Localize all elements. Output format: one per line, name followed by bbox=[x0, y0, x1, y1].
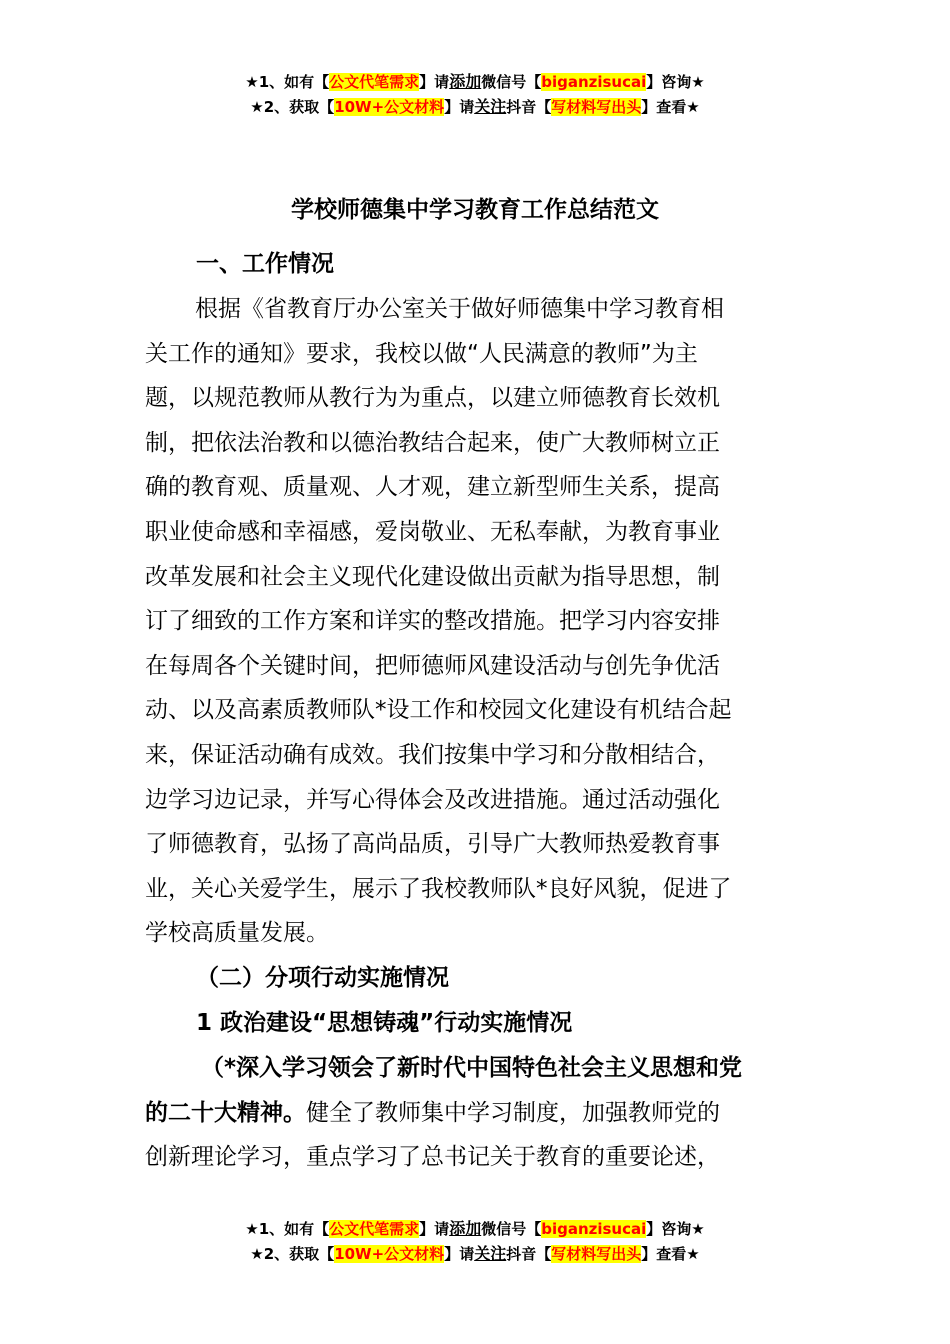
document-title: 学校师德集中学习教育工作总结范文 bbox=[291, 197, 659, 223]
banner-line-1 bbox=[0, 1216, 950, 1241]
banner-emphasis: 添加 bbox=[449, 1219, 482, 1238]
banner-text: 2、获取【 bbox=[263, 1245, 335, 1263]
paragraph-text: 健全了教师集中学习制度，加强教师党的 bbox=[306, 1099, 720, 1126]
banner-emphasis: 关注 bbox=[474, 1244, 507, 1263]
banner-text: 】咨询★ bbox=[646, 73, 705, 91]
banner-text: 】查看★ bbox=[641, 1245, 700, 1263]
star-icon: ★ bbox=[245, 73, 259, 91]
banner-douyin-id: 写材料写出头 bbox=[551, 1245, 642, 1263]
banner-text: 微信号【 bbox=[481, 1220, 542, 1238]
banner-text: 1、如有【 bbox=[258, 1220, 330, 1238]
paragraph-line bbox=[145, 1091, 805, 1136]
subsection-heading-political-building: 1 政治建设“思想铸魂”行动实施情况 bbox=[196, 1010, 573, 1036]
banner-text: 】请 bbox=[419, 73, 450, 91]
banner-text: 2、获取【 bbox=[263, 98, 335, 116]
banner-text: 1、如有【 bbox=[258, 73, 330, 91]
section-heading-work-status: 一、工作情况 bbox=[196, 251, 334, 277]
banner-highlight: 公文代笔需求 bbox=[329, 1220, 420, 1238]
banner-wechat-id: biganzisucai bbox=[541, 1220, 647, 1238]
paragraph-line: 来，保证活动确有成效。我们按集中学习和分散相结合， bbox=[145, 741, 720, 768]
banner-line-1 bbox=[0, 69, 950, 94]
paragraph-line: 在每周各个关键时间，把师德师风建设活动与创先争优活 bbox=[145, 652, 720, 679]
paragraph-line: 动、以及高素质教师队*设工作和校园文化建设有机结合起 bbox=[145, 697, 732, 724]
section-heading-itemized-actions: （二）分项行动实施情况 bbox=[196, 965, 449, 991]
paragraph-bold-lead: 的二十大精神。 bbox=[145, 1099, 306, 1126]
banner-text: 微信号【 bbox=[481, 73, 542, 91]
paragraph-line: （*深入学习领会了新时代中国特色社会主义思想和党 bbox=[201, 1055, 743, 1081]
banner-text: 抖音【 bbox=[506, 98, 552, 116]
banner-text: 抖音【 bbox=[506, 1245, 552, 1263]
banner-wechat-id: biganzisucai bbox=[541, 73, 647, 91]
star-icon: ★ bbox=[245, 1220, 259, 1238]
banner-emphasis: 关注 bbox=[474, 97, 507, 116]
banner-highlight: 公文代笔需求 bbox=[329, 73, 420, 91]
star-icon: ★ bbox=[250, 98, 264, 116]
paragraph-line: 边学习边记录，并写心得体会及改进措施。通过活动强化 bbox=[145, 786, 720, 813]
banner-highlight: 10W+公文材料 bbox=[334, 1245, 445, 1263]
paragraph-line: 创新理论学习，重点学习了总书记关于教育的重要论述， bbox=[145, 1144, 720, 1171]
paragraph-line: 改革发展和社会主义现代化建设做出贡献为指导思想，制 bbox=[145, 563, 720, 590]
paragraph-line: 关工作的通知》要求，我校以做“人民满意的教师”为主 bbox=[145, 340, 698, 367]
paragraph-2 bbox=[145, 1046, 805, 1180]
banner-line-2 bbox=[0, 94, 950, 119]
banner-highlight: 10W+公文材料 bbox=[334, 98, 445, 116]
banner-text: 】咨询★ bbox=[646, 1220, 705, 1238]
paragraph-line: 学校高质量发展。 bbox=[145, 920, 329, 947]
paragraph-line: 业，关心关爱学生，展示了我校教师队*良好风貌，促进了 bbox=[145, 875, 732, 902]
banner-text: 】查看★ bbox=[641, 98, 700, 116]
footer-banner bbox=[0, 1216, 950, 1266]
paragraph-line: 订了细致的工作方案和详实的整改措施。把学习内容安排 bbox=[145, 608, 720, 635]
star-icon: ★ bbox=[250, 1245, 264, 1263]
paragraph-line: 了师德教育，弘扬了高尚品质，引导广大教师热爱教育事 bbox=[145, 831, 720, 858]
banner-line-2 bbox=[0, 1241, 950, 1266]
banner-text: 】请 bbox=[419, 1220, 450, 1238]
banner-text: 】请 bbox=[444, 1245, 475, 1263]
paragraph-1 bbox=[145, 287, 805, 956]
paragraph-line: 职业使命感和幸福感，爱岗敬业、无私奉献，为教育事业 bbox=[145, 518, 720, 545]
header-banner bbox=[0, 69, 950, 119]
paragraph-line: 制，把依法治教和以德治教结合起来，使广大教师树立正 bbox=[145, 429, 720, 456]
paragraph-line: 题，以规范教师从教行为为重点，以建立师德教育长效机 bbox=[145, 385, 720, 412]
banner-emphasis: 添加 bbox=[449, 72, 482, 91]
paragraph-line: 确的教育观、质量观、人才观，建立新型师生关系，提高 bbox=[145, 474, 720, 501]
banner-text: 】请 bbox=[444, 98, 475, 116]
banner-douyin-id: 写材料写出头 bbox=[551, 98, 642, 116]
paragraph-line: 根据《省教育厅办公室关于做好师德集中学习教育相 bbox=[195, 296, 724, 322]
